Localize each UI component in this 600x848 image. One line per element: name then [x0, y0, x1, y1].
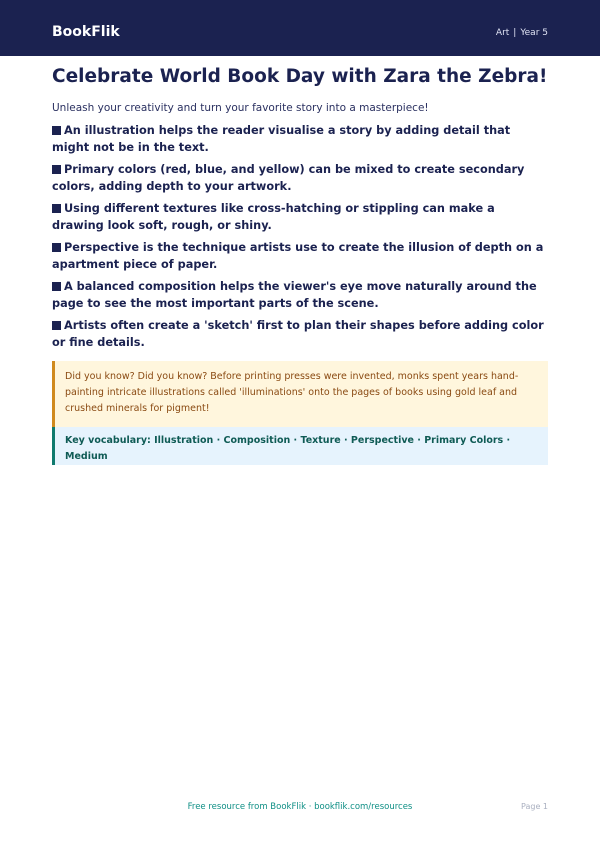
page-header [0, 0, 600, 56]
square-bullet-icon [52, 243, 61, 252]
point-text: Perspective is the technique artists use to create the illusion of depth on a apartment piece of paper. [52, 241, 544, 271]
list-item [52, 161, 548, 195]
point-text: Primary colors (red, blue, and yellow) can be mixed to create secondary colors, adding depth to your artwork. [52, 163, 525, 193]
square-bullet-icon [52, 165, 61, 174]
square-bullet-icon [52, 321, 61, 330]
square-bullet-icon [52, 204, 61, 213]
main-content [52, 64, 548, 465]
year-label: Year 5 [520, 28, 548, 38]
page-number: Page 1 [521, 802, 548, 811]
list-item [52, 317, 548, 351]
square-bullet-icon [52, 282, 61, 291]
list-item [52, 278, 548, 312]
key-points-list [52, 122, 548, 351]
key-vocabulary-box: Key vocabulary: Illustration · Composition · Texture · Perspective · Primary Colors · Medium [52, 427, 548, 465]
brand-logo-text: BookFlik [52, 24, 120, 40]
point-text: Artists often create a 'sketch' first to plan their shapes before adding color or fine details. [52, 319, 544, 349]
square-bullet-icon [52, 126, 61, 135]
subject-label: Art [495, 28, 510, 38]
point-text: A balanced composition helps the viewer's eye move naturally around the page to see the most important parts of the scene. [52, 280, 537, 310]
subject-year-label [496, 26, 548, 40]
point-text: Using different textures like cross-hatching or stippling can make a drawing look soft, rough, or shiny. [52, 202, 495, 232]
list-item [52, 122, 548, 156]
list-item [52, 239, 548, 273]
page-subtitle: Unleash your creativity and turn your favorite story into a masterpiece! [52, 102, 429, 114]
did-you-know-callout: Did you know? Did you know? Before printing presses were invented, monks spent years hand-painting intricate illustrations called 'illuminations' onto the pages of books using gold leaf and crushed minerals for pigment! [52, 361, 548, 427]
point-text: An illustration helps the reader visualise a story by adding detail that might not be in the text. [52, 124, 511, 154]
footer-credit: Free resource from BookFlik · bookflik.com/resources [187, 802, 413, 812]
page-title: Celebrate World Book Day with Zara the Zebra! [52, 66, 548, 87]
meta-separator: | [513, 28, 517, 38]
list-item [52, 200, 548, 234]
